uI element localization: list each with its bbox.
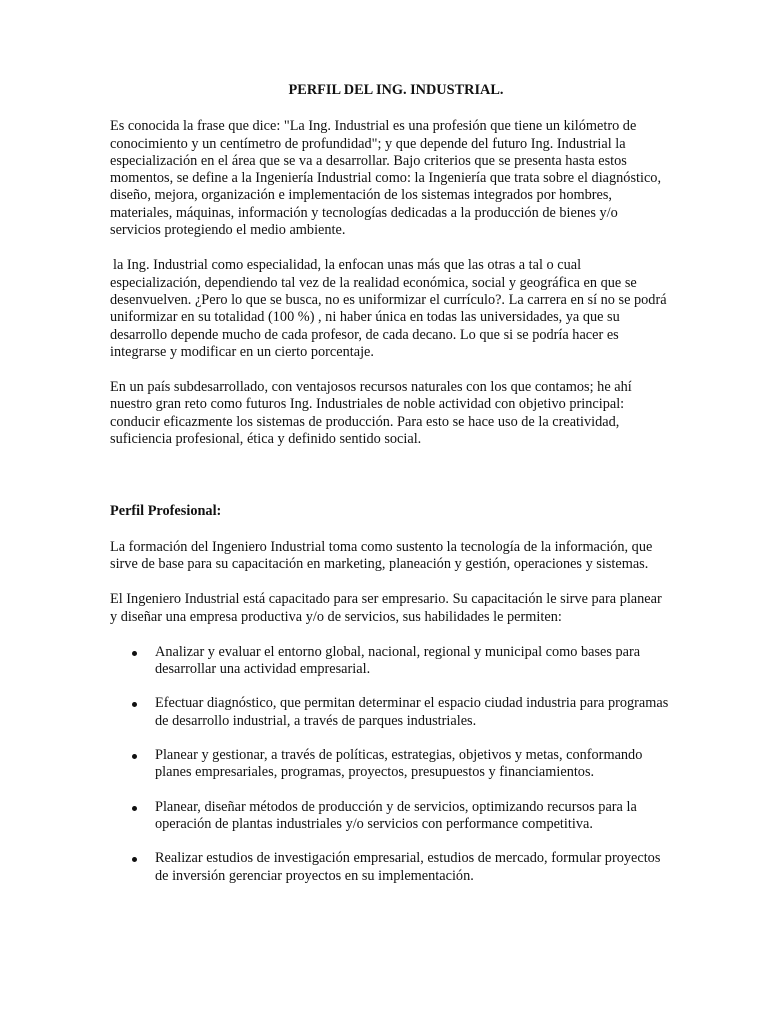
list-item-text: Realizar estudios de investigación empresarial, estudios de mercado, formular proyectos de inversión gerenciar proyectos en su implementación.: [155, 850, 661, 884]
intro-paragraph: Es conocida la frase que dice: "La Ing. Industrial es una profesión que tiene un kilómetro de conocimiento y un centímetro de profundidad"; y que depende del futuro Ing. Industrial la especialización en el área que se va a desarrollar. Bajo criterios que se presenta hasta estos momentos, se define a la Ingeniería Industrial como: la Ingeniería que trata sobre el diagnóstico, diseño, mejora, organización e implementación de los sistemas integrados por hombres, materiales, máquinas, información y tecnologías dedicadas a la producción de bienes y/o servicios protegiendo el medio ambiente.: [110, 118, 662, 239]
list-item: [110, 747, 670, 782]
list-item-text: Analizar y evaluar el entorno global, nacional, regional y municipal como bases para desarrollar una actividad empresarial.: [155, 643, 641, 678]
list-item-text: Planear, diseñar métodos de producción y de servicios, optimizando recursos para la operación de plantas industriales y/o servicios con performance competitiva.: [155, 798, 637, 832]
skills-list: [110, 644, 670, 885]
document-page: [110, 82, 670, 902]
bullet-icon: [132, 857, 137, 862]
document-title: PERFIL DEL ING. INDUSTRIAL.: [288, 82, 504, 98]
list-item-text: Planear y gestionar, a través de políticas, estrategias, objetivos y metas, conformando planes empresariales, programas, proyectos, presupuestos y financiamientos.: [155, 747, 643, 781]
bullet-icon: [132, 754, 137, 759]
formation-paragraph: La formación del Ingeniero Industrial toma como sustento la tecnología de la información, que sirve de base para su capacitación en marketing, planeación y gestión, operaciones y sistemas.: [110, 538, 653, 572]
specialty-paragraph: la Ing. Industrial como especialidad, la enfocan unas más que las otras a tal o cual especialización, dependiendo tal vez de la realidad económica, social y geográfica en que se desenvuelven. ¿Pero lo que se busca, no es uniformizar el currículo?. La carrera en sí no se podrá uniformizar en su totalidad (100 %) , ni haber única en todas las universidades, ya que su desarrollo depende mucho de cada profesor, de cada decano. Lo que si se podría hacer es integrarse y modificar en un cierto porcentaje.: [110, 257, 667, 360]
list-item: [110, 644, 670, 679]
list-item: [110, 799, 670, 834]
list-item: [110, 695, 670, 730]
challenge-paragraph: En un país subdesarrollado, con ventajosos recursos naturales con los que contamos; he ahí nuestro gran reto como futuros Ing. Industriales de noble actividad con objetivo principal: conducir eficazmente los sistemas de producción. Para esto se hace uso de la creatividad, suficiencia profesional, ética y definido sentido social.: [110, 379, 632, 448]
bullet-icon: [132, 651, 137, 656]
list-item: [110, 850, 670, 885]
section-heading-perfil-profesional: Perfil Profesional:: [110, 503, 222, 520]
entrepreneur-paragraph: El Ingeniero Industrial está capacitado para ser empresario. Su capacitación le sirve para planear y diseñar una empresa productiva y/o de servicios, sus habilidades le permiten:: [110, 591, 662, 625]
list-item-text: Efectuar diagnóstico, que permitan determinar el espacio ciudad industria para programas de desarrollo industrial, a través de parques industriales.: [155, 695, 669, 729]
bullet-icon: [132, 702, 137, 707]
bullet-icon: [132, 806, 137, 811]
